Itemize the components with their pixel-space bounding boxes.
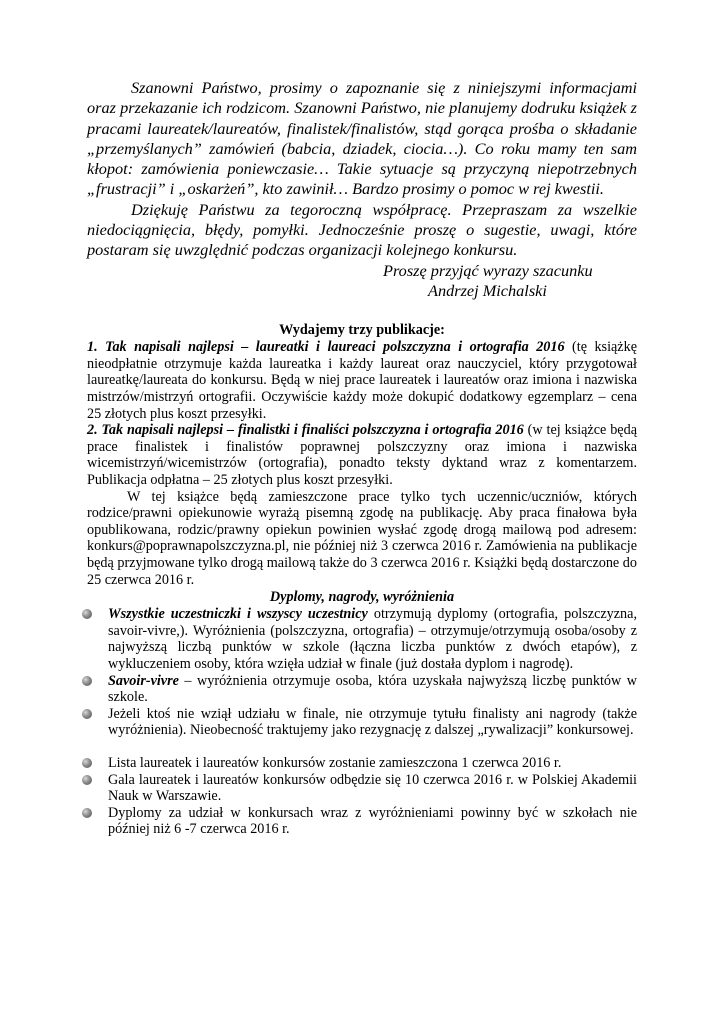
letter-signature: Andrzej Michalski — [428, 280, 547, 300]
letter-signature-block — [87, 261, 637, 302]
info-text: Lista laureatek i laureatów konkursów zostanie zamieszczona 1 czerwca 2016 r. — [108, 754, 562, 771]
publication-item-1-title: 1. Tak napisali najlepsi – laureatki i laureaci polszczyzna i ortografia 2016 — [87, 339, 565, 356]
publication-item-2 — [87, 422, 637, 488]
bullet-icon — [82, 709, 92, 719]
letter-paragraph-1: Szanowni Państwo, prosimy o zapoznanie się z niniejszymi informacjami oraz przekazanie ich rodzicom. Szanowni Państwo, nie planujemy dodruku książek z pracami laureatek/laureatów, finalistek/finalistów, stąd gorąca prośba o składanie „przemyślanych” zamówień (babcia, dziadek, ciocia…). Co roku mamy ten sam kłopot: zamówienia poniewczasie… Takie sytuacje są przyczyną niepotrzebnych „frustracji” i „oskarżeń”, kto zawinił… Bardzo prosimy o pomoc w rej kwestii. — [87, 78, 637, 199]
bullet-icon — [82, 609, 92, 619]
bullet-icon — [82, 758, 92, 768]
info-text: Dyplomy za udział w konkursach wraz z wyróżnieniami powinny być w szkołach nie później niż 6 -7 czerwca 2016 r. — [108, 804, 637, 838]
list-item — [87, 805, 637, 838]
publication-consent: W tej książce będą zamieszczone prace tylko tych uczennic/uczniów, których rodzice/prawni opiekunowie wyrażą pisemną zgodę na publikację. Aby praca finałowa była opublikowana, rodzic/prawny opiekun powinien wysłać zgodę drogą mailową pod adresem: konkurs@poprawnapolszczyzna.pl, nie później niż 3 czerwca 2016 r. Zamówienia na publikacje będą przyjmowane tylko drogą mailową także do 3 czerwca 2016 r. Książki będą dostarczone do 25 czerwca 2016 r. — [87, 488, 637, 588]
info-text: Gala laureatek i laureatów konkursów odbędzie się 10 czerwca 2016 r. w Polskiej Akademii Nauk w Warszawie. — [108, 771, 637, 805]
bullet-icon — [82, 775, 92, 785]
spacer — [87, 739, 637, 755]
list-item — [87, 673, 637, 706]
publication-item-1 — [87, 339, 637, 422]
awards-list — [87, 606, 637, 739]
award-text: – wyróżnienia otrzymuje osoba, która uzyskała najwyższą liczbę punktów w szkole. — [108, 672, 637, 706]
award-bold: Wszystkie uczestniczki i wszyscy uczestnicy — [108, 606, 368, 623]
list-item — [87, 772, 637, 805]
award-bold: Savoir-vivre — [108, 672, 179, 689]
award-text: Jeżeli ktoś nie wziął udziału w finale, nie otrzymuje tytułu finalisty ani nagrody (także wyróżnienia). Nieobecność traktujemy jako rezygnację z dalszej „rywalizacji” konkursowej. — [108, 705, 637, 739]
letter-closing: Proszę przyjąć wyrazy szacunku — [383, 260, 593, 280]
award-text: otrzymują dyplomy (ortografia, polszczyzna, savoir-vivre,). Wyróżnienia (polszczyzna, ortografia) – otrzymuje/otrzymują osoba/osoby z najwyższą liczbą punktów w szkole (łączna liczba punktów z dwóch etapów), z wykluczeniem osoby, która wzięła udział w finale (już dostała dyplom i nagrodę). — [108, 606, 637, 672]
publications-section — [87, 339, 637, 588]
awards-heading: Dyplomy, nagrody, wyróżnienia — [269, 589, 455, 606]
publication-item-1-text: (tę książkę nieodpłatnie otrzymuje każda laureatka i każdy laureat oraz nauczyciel, który przygotował laureatkę/laureata do konkursu. Będą w niej prace laureatek i laureatów oraz imiona i nazwiska mistrzów/mistrzyń ortografii. Oczywiście każdy może dokupić dodatkowy egzemplarz – cena 25 złotych plus koszt przesyłki. — [87, 339, 637, 422]
info-list — [87, 755, 637, 838]
publication-item-2-text: (w tej książce będą prace finalistek i finalistów poprawnej polszczyzny oraz imiona i nazwiska wicemistrzyń/wicemistrzów (ortografia), ponadto teksty dyktand wraz z komentarzem. Publikacja odpłatna – 25 złotych plus koszt przesyłki. — [87, 422, 637, 489]
bullet-icon — [82, 808, 92, 818]
list-item — [87, 706, 637, 739]
letter-body — [87, 78, 637, 261]
bullet-icon — [82, 676, 92, 686]
list-item — [87, 755, 637, 772]
letter-paragraph-2: Dziękuję Państwu za tegoroczną współpracę. Przepraszam za wszelkie niedociągnięcia, błędy, pomyłki. Jednocześnie proszę o sugestie, uwagi, które postaram się uwzględnić podczas organizacji kolejnego konkursu. — [87, 199, 637, 260]
publications-heading: Wydajemy trzy publikacje: — [279, 322, 445, 339]
publication-item-2-title: 2. Tak napisali najlepsi – finalistki i finaliści polszczyzna i ortografia 2016 — [87, 422, 524, 439]
list-item — [87, 606, 637, 672]
